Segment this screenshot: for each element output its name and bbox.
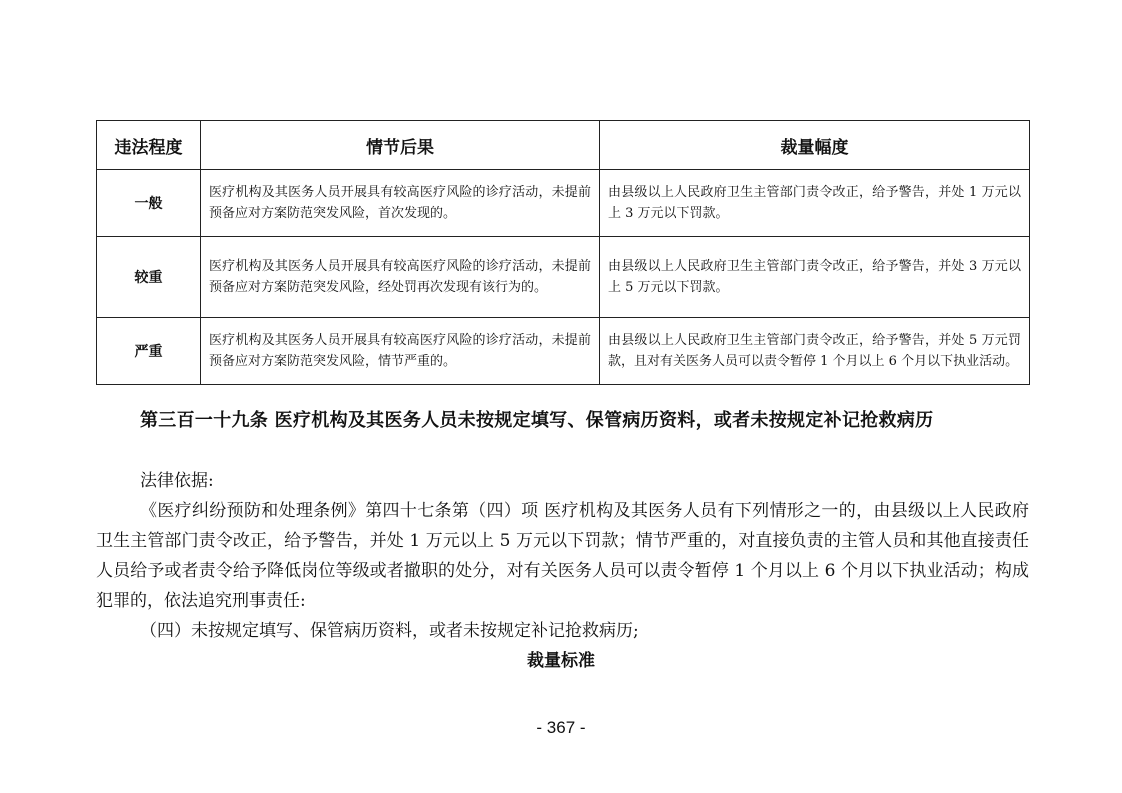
circumstance-cell: 医疗机构及其医务人员开展具有较高医疗风险的诊疗活动，未提前预备应对方案防范突发风险，情节严重的。: [201, 318, 600, 385]
penalty-table: [96, 120, 1030, 385]
level-cell: 一般: [97, 170, 201, 237]
table-row: [97, 237, 1030, 318]
header-circumstance: 情节后果: [201, 121, 600, 170]
penalty-cell: 由县级以上人民政府卫生主管部门责令改正，给予警告，并处 3 万元以上 5 万元以下罚款。: [600, 237, 1030, 318]
penalty-cell: 由县级以上人民政府卫生主管部门责令改正，给予警告，并处 1 万元以上 3 万元以下罚款。: [600, 170, 1030, 237]
page-number: - 367 -: [536, 718, 586, 737]
level-cell: 严重: [97, 318, 201, 385]
standard-title: 裁量标准: [527, 651, 595, 671]
legal-text: 《医疗纠纷预防和处理条例》第四十七条第（四）项 医疗机构及其医务人员有下列情形之一的，由县级以上人民政府卫生主管部门责令改正，给予警告，并处 1 万元以上 5 万元以下罚款；情节严重的，对直接负责的主管人员和其他直接责任人员给予或者责令给予降低岗位等级或者撤职的处分，对有关医务人员可以责令暂停 1 个月以上 6 个月以下执业活动；构成犯罪的，依法追究刑事责任:: [96, 501, 1029, 611]
table-row: [97, 170, 1030, 237]
header-penalty-range: 裁量幅度: [600, 121, 1030, 170]
table-header-row: [97, 121, 1030, 170]
header-violation-degree: 违法程度: [97, 121, 201, 170]
circumstance-cell: 医疗机构及其医务人员开展具有较高医疗风险的诊疗活动，未提前预备应对方案防范突发风险，首次发现的。: [201, 170, 600, 237]
table-row: [97, 318, 1030, 385]
circumstance-cell: 医疗机构及其医务人员开展具有较高医疗风险的诊疗活动，未提前预备应对方案防范突发风险，经处罚再次发现有该行为的。: [201, 237, 600, 318]
legal-basis-label: 法律依据:: [140, 471, 214, 491]
item-text: （四）未按规定填写、保管病历资料，或者未按规定补记抢救病历;: [140, 621, 639, 641]
article-heading: 第三百一十九条 医疗机构及其医务人员未按规定填写、保管病历资料，或者未按规定补记抢救病历: [140, 410, 934, 431]
level-cell: 较重: [97, 237, 201, 318]
penalty-cell: 由县级以上人民政府卫生主管部门责令改正，给予警告，并处 5 万元罚款，且对有关医务人员可以责令暂停 1 个月以上 6 个月以下执业活动。: [600, 318, 1030, 385]
